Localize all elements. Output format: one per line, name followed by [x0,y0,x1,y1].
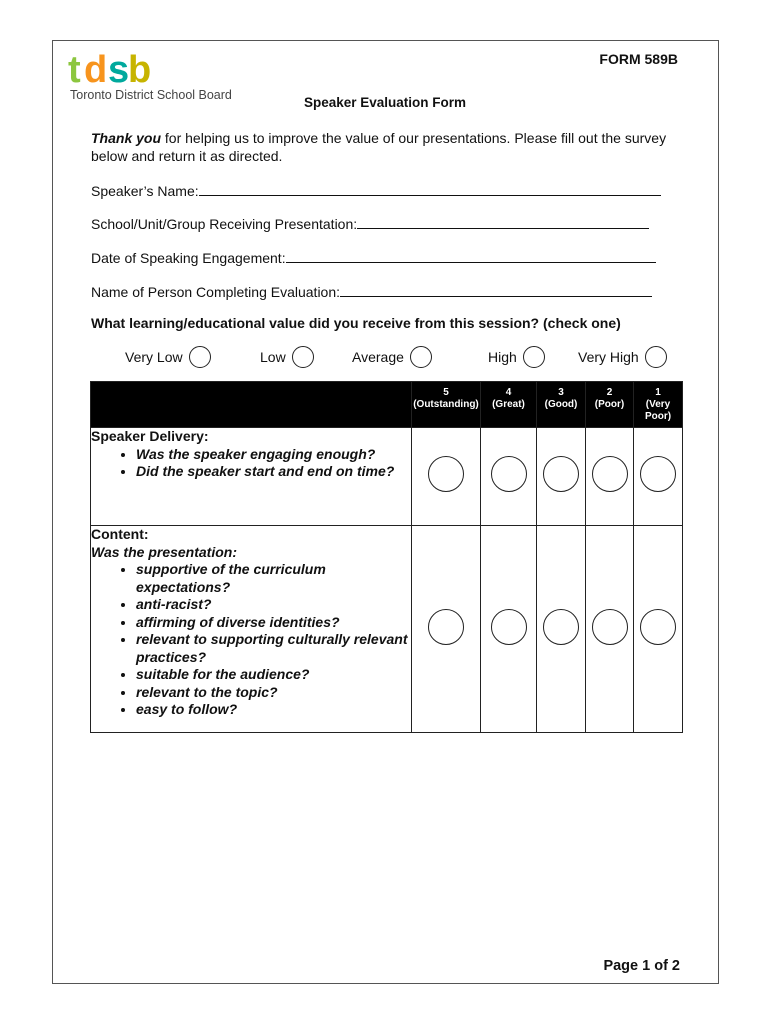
bullet-list [91,561,411,719]
date-field[interactable] [91,249,656,266]
speaker-delivery-cell [91,428,412,526]
logo-letter-t: t [68,50,81,88]
option-very-low[interactable] [125,346,211,368]
list-item: • supportive of the curriculum expectations? [136,561,411,596]
evaluation-table [90,381,683,733]
col-label: (Outstanding) [413,399,479,410]
col-num: 2 [606,387,613,398]
rating-cell-4[interactable] [481,526,537,733]
col-4-header [481,382,537,428]
rating-circle-icon[interactable] [640,456,676,492]
date-line[interactable] [286,249,656,263]
list-item: • anti-racist? [136,596,411,614]
col-num: 5 [443,387,449,398]
list-item: • easy to follow? [136,701,411,719]
col-num: 4 [505,387,512,398]
table-header-row [91,382,683,428]
list-item: • Was the speaker engaging enough? [136,446,411,464]
section-heading: Content: [91,526,149,542]
school-label: School/Unit/Group Receiving Presentation: [91,216,358,232]
rating-cell-4[interactable] [481,428,537,526]
rating-circle-icon[interactable] [428,609,464,645]
logo-letter-d: d [84,50,108,88]
radio-circle-icon[interactable] [645,346,667,368]
table-row [91,526,683,733]
col-3-header [537,382,586,428]
radio-circle-icon[interactable] [189,346,211,368]
rating-circle-icon[interactable] [428,456,464,492]
col-label: (Poor) [594,399,625,410]
rating-circle-icon[interactable] [592,456,628,492]
intro-bold: Thank you [91,130,162,146]
col-label: (Very Poor) [644,399,672,422]
header-blank [91,382,412,428]
rating-cell-3[interactable] [537,428,586,526]
speaker-name-line[interactable] [199,182,661,196]
rating-circle-icon[interactable] [491,609,527,645]
list-item: • Did the speaker start and end on time? [136,463,411,481]
form-title: Speaker Evaluation Form [303,95,467,110]
radio-circle-icon[interactable] [292,346,314,368]
evaluator-field[interactable] [91,283,652,300]
content-cell [91,526,412,733]
rating-cell-3[interactable] [537,526,586,733]
section-subheading: Was the presentation: [91,543,237,560]
col-label: (Good) [544,399,578,410]
value-question: What learning/educational value did you receive from this session? (check one) [91,315,621,331]
option-very-high[interactable] [578,346,667,368]
logo-letter-s: s [108,50,130,88]
col-2-header [586,382,634,428]
option-label: Average [352,349,404,365]
option-label: Low [260,349,286,365]
rating-cell-2[interactable] [586,526,634,733]
bullet-list [91,446,411,481]
col-5-header [412,382,481,428]
rating-cell-2[interactable] [586,428,634,526]
radio-circle-icon[interactable] [523,346,545,368]
rating-cell-5[interactable] [412,428,481,526]
col-1-header [634,382,683,428]
rating-cell-1[interactable] [634,526,683,733]
option-high[interactable] [488,346,545,368]
intro-body: for helping us to improve the value of our presentations. Please fill out the survey below and return it as directed. [91,130,667,164]
rating-cell-5[interactable] [412,526,481,733]
option-average[interactable] [352,346,432,368]
form-number: FORM 589B [599,51,678,67]
rating-circle-icon[interactable] [640,609,676,645]
option-label: Very High [578,349,639,365]
school-line[interactable] [357,215,649,229]
intro-text [91,129,681,165]
rating-cell-1[interactable] [634,428,683,526]
speaker-name-field[interactable] [91,182,661,199]
rating-circle-icon[interactable] [543,609,579,645]
col-label: (Great) [492,399,525,410]
page-number: Page 1 of 2 [603,958,680,974]
col-num: 1 [655,387,661,398]
table-row [91,428,683,526]
option-label: High [488,349,517,365]
col-num: 3 [558,387,564,398]
section-heading: Speaker Delivery: [91,428,209,444]
list-item: • relevant to the topic? [136,684,411,702]
date-label: Date of Speaking Engagement: [91,250,286,266]
rating-circle-icon[interactable] [491,456,527,492]
list-item: • suitable for the audience? [136,666,411,684]
list-item: • affirming of diverse identities? [136,614,411,632]
evaluator-label: Name of Person Completing Evaluation: [91,284,341,300]
school-field[interactable] [91,215,649,232]
option-low[interactable] [260,346,314,368]
evaluator-line[interactable] [340,283,652,297]
speaker-name-label: Speaker’s Name: [91,183,199,199]
list-item: • relevant to supporting culturally relevant practices? [136,631,411,666]
option-label: Very Low [125,349,183,365]
rating-circle-icon[interactable] [543,456,579,492]
tdsb-logo-mark [68,50,158,88]
logo-subtitle: Toronto District School Board [70,88,232,102]
rating-circle-icon[interactable] [592,609,628,645]
logo-letter-b: b [128,50,152,88]
radio-circle-icon[interactable] [410,346,432,368]
